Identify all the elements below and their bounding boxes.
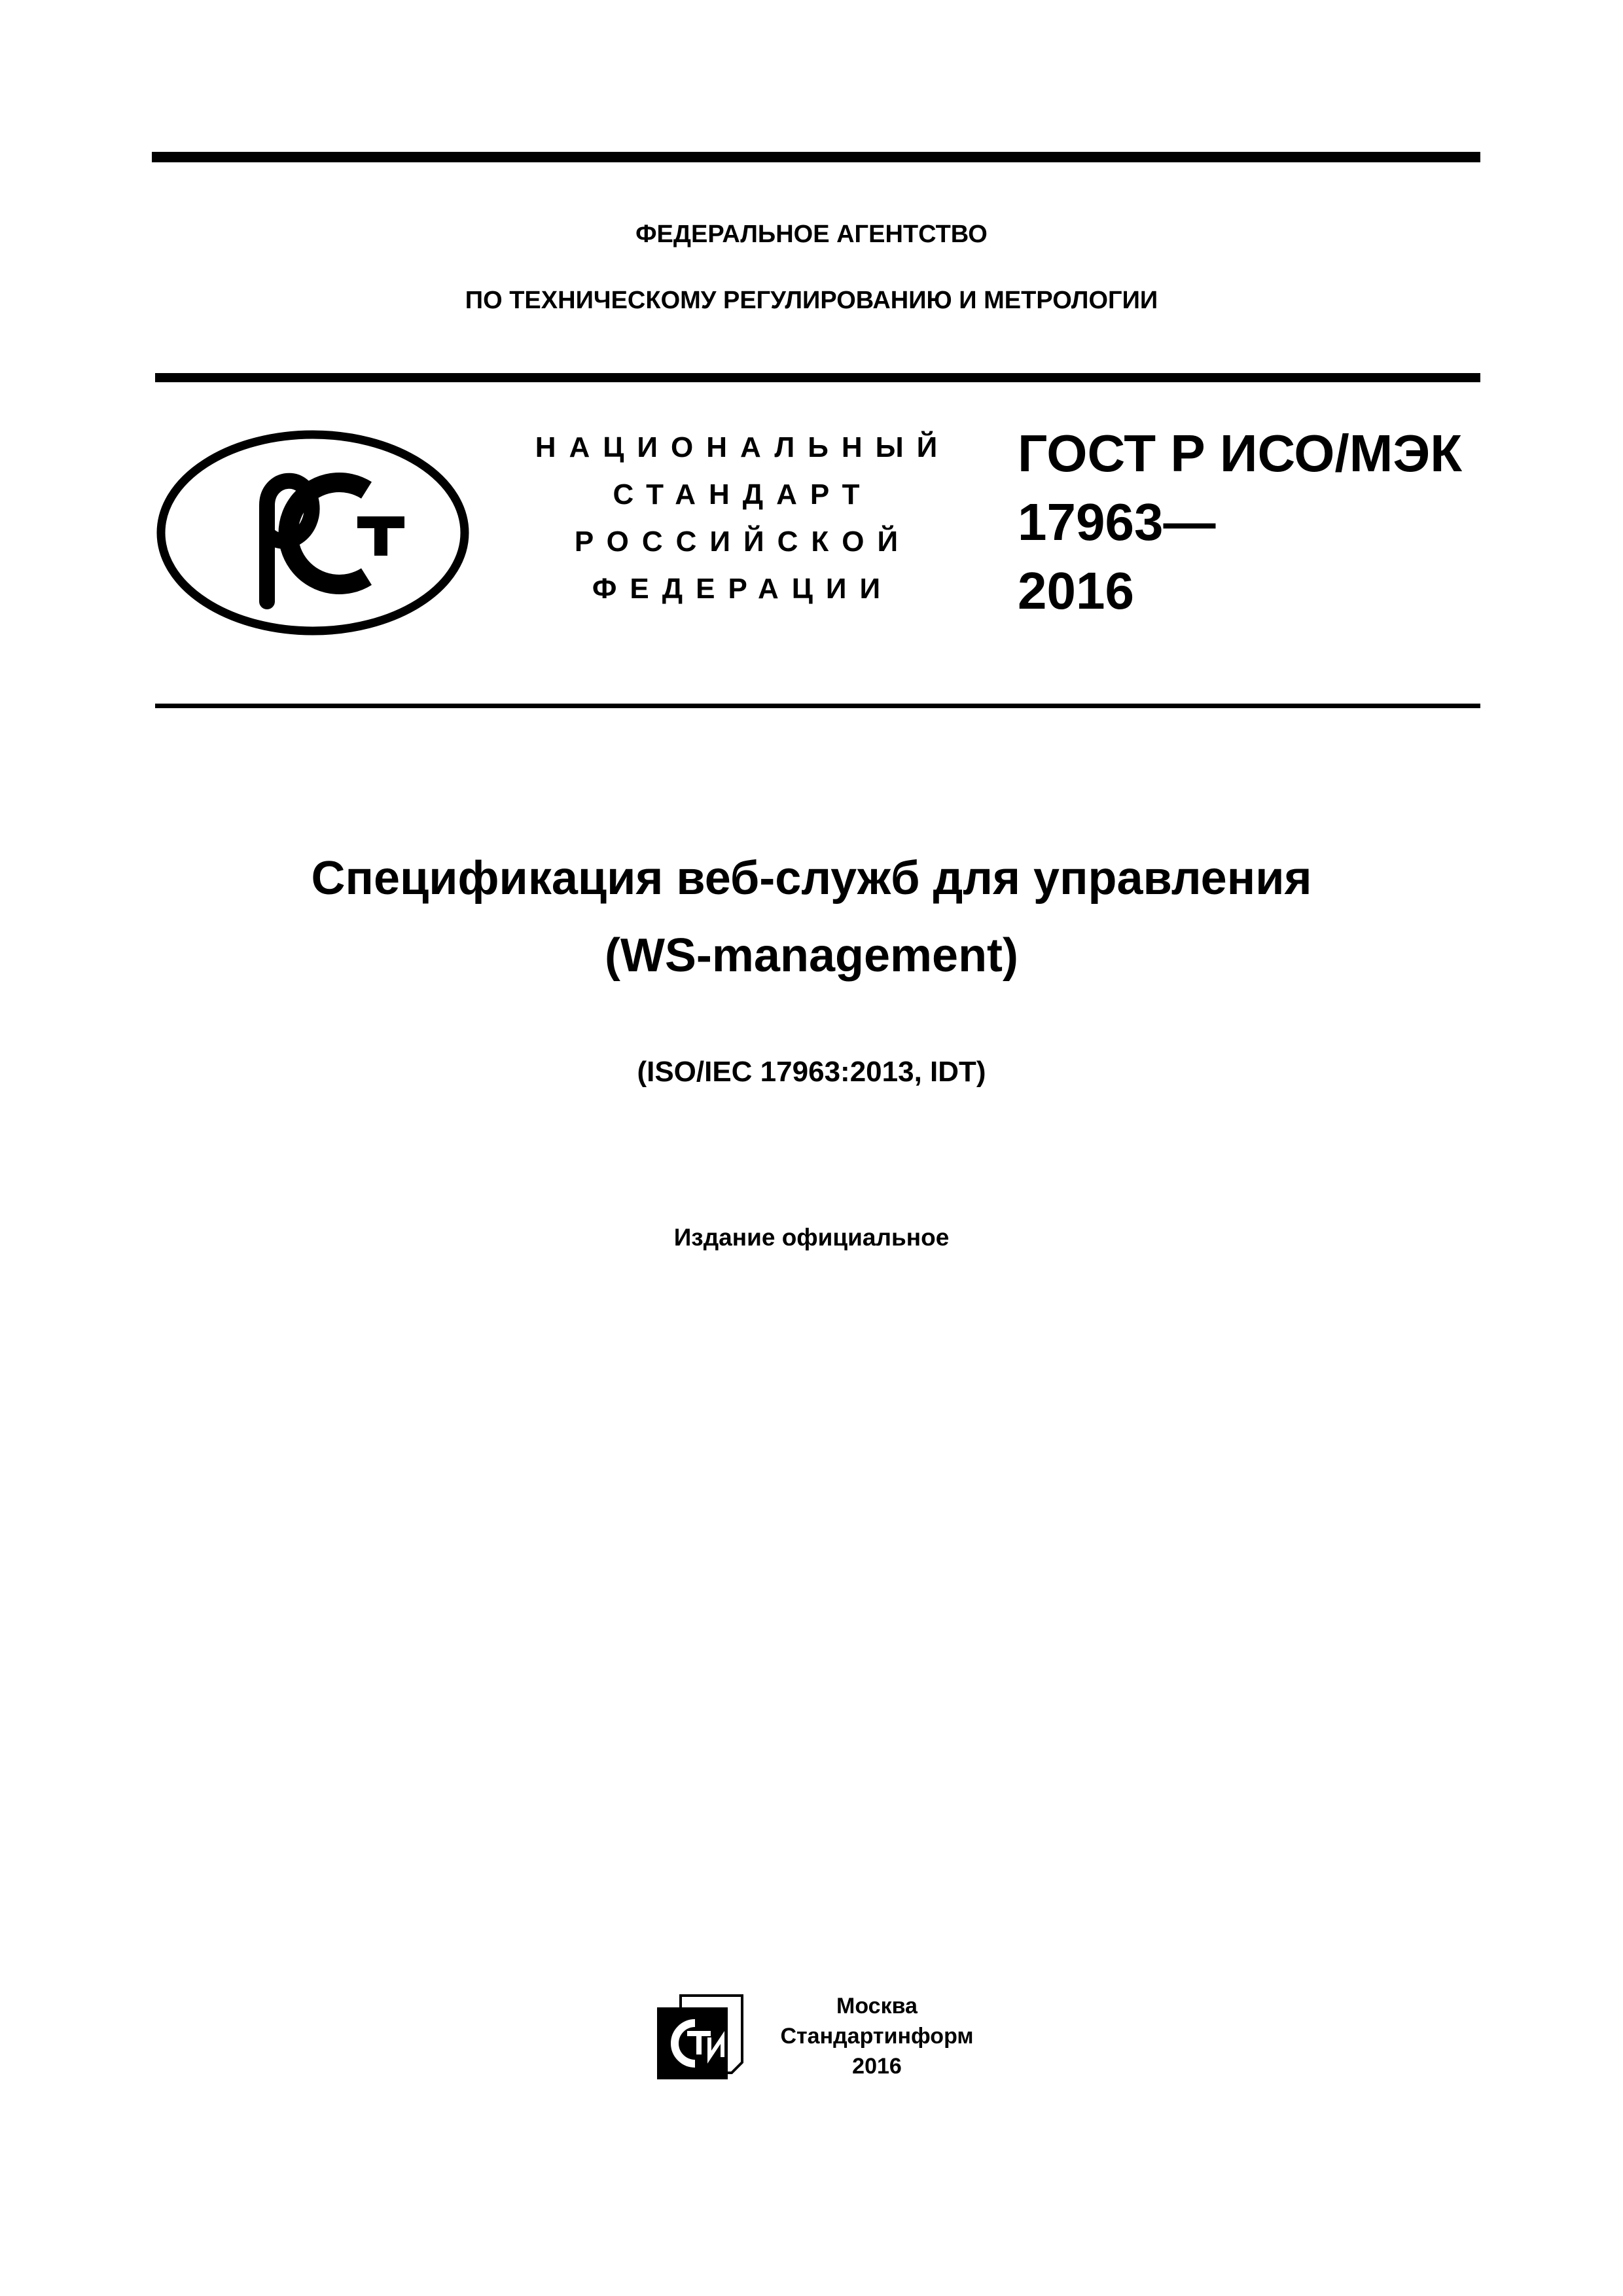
national-standard-line: РОССИЙСКОЙ — [574, 526, 912, 558]
document-title-line-1: Спецификация веб-служб для управления — [311, 852, 1312, 905]
publisher-info — [779, 1991, 975, 2081]
iso-reference: (ISO/IEC 17963:2013, IDT) — [637, 1056, 986, 1088]
agency-name-line-1: ФЕДЕРАЛЬНОЕ АГЕНТСТВО — [635, 221, 988, 248]
publisher-year: 2016 — [852, 2054, 902, 2079]
top-rule — [152, 152, 1480, 162]
document-title — [0, 840, 1623, 994]
publisher-name: Стандартинформ — [780, 2024, 974, 2049]
standartinform-logo-icon — [654, 1992, 746, 2082]
bottom-rule — [155, 704, 1480, 708]
document-title-line-2: (WS-management) — [604, 929, 1019, 982]
agency-name-line-2: ПО ТЕХНИЧЕСКОМУ РЕГУЛИРОВАНИЮ И МЕТРОЛОГИИ — [465, 287, 1158, 314]
gost-designation-line: ГОСТ Р ИСО/МЭК — [1018, 424, 1463, 482]
edition-label: Издание официальное — [673, 1224, 950, 1251]
gost-designation-line: 17963— — [1018, 493, 1216, 551]
national-standard-line: СТАНДАРТ — [613, 478, 873, 511]
publisher-city: Москва — [836, 1994, 918, 2018]
rst-certification-logo-icon — [156, 430, 470, 636]
middle-rule — [155, 373, 1480, 382]
gost-designation — [1018, 419, 1489, 625]
gost-designation-line: 2016 — [1018, 562, 1134, 620]
national-standard-label — [524, 424, 962, 613]
national-standard-line: ФЕДЕРАЦИИ — [592, 573, 894, 605]
national-standard-line: НАЦИОНАЛЬНЫЙ — [535, 431, 951, 463]
